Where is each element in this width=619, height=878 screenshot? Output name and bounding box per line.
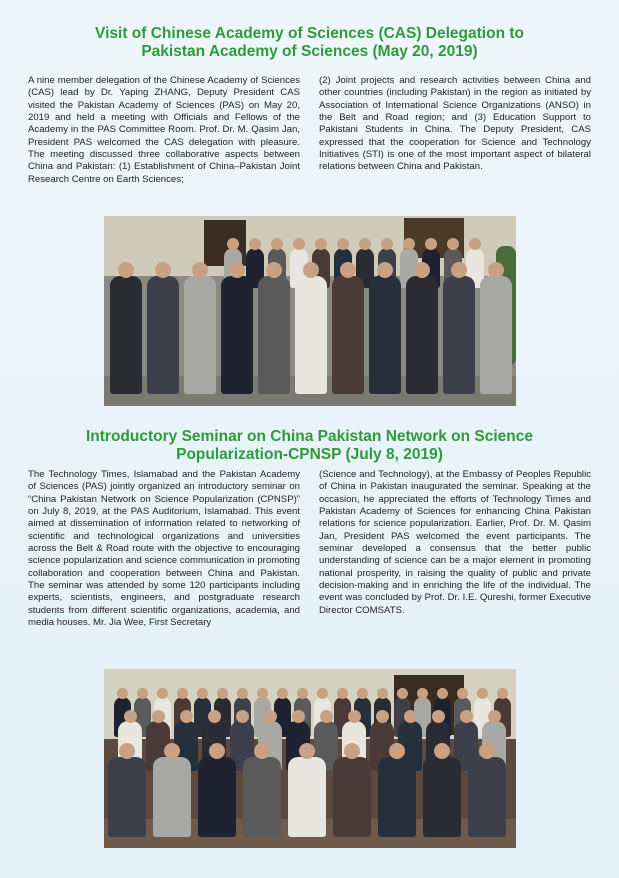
section2-title-line2: Popularization-CPNSP (July 8, 2019): [176, 446, 443, 463]
section2-column-right: (Science and Technology), at the Embassy of Peoples Republic of China in Pakistan inaugurated the seminar. Speaking at the occasion, he appreciated the efforts of Technology Times and Pakistan Academy of Sciences for enhancing China Pakistan relations for science popularization. Earlier, Prof. Dr. M. Qasim Jan, President PAS welcomed the event participants. The seminar developed a consensus that the better public understanding of science can be a major element in promoting national prosperity, in raising the quality of public and private decision-making and in enriching the life of the individual. The event was concluded by Prof. Dr. I.E. Qureshi, former Executive Director COMSATS.: [319, 469, 591, 616]
cas-delegation-group-photo: [104, 216, 516, 406]
section1-column-right: (2) Joint projects and research activities between China and other countries (including Pakistan) in the region as initiated by Association of International Science Organizations (ANSO) in the Belt and Road region; and (3) Education Support to Pakistani Students in China. The Deputy President, CAS expressed that the cooperation for Science and Technology Initiatives (STI) is one of the most important aspect of bilateral relations between China and Pakistan.: [319, 75, 591, 173]
section1-title-line1: Visit of Chinese Academy of Sciences (CAS) Delegation to: [95, 25, 524, 42]
section2-title-line1: Introductory Seminar on China Pakistan Network on Science: [85, 428, 534, 445]
section2-title: [20, 428, 599, 464]
section2-column-left: The Technology Times, Islamabad and the Pakistan Academy of Sciences (PAS) jointly organized an introductory seminar on “China Pakistan Network on Science Popularization (CPNSP)” on July 8, 2019, at the PAS Auditorium, Islamabad. This event aimed at dissemination of information related to networking of scientific and technological organizations and universities across the Belt & Road route with the objective to encouraging science popularization and science communication in promoting collaboration and cooperation between China and Pakistan. The seminar was attended by some 120 participants including experts, scientists, engineers, and postgraduate research students from different scientific organizations, academia, and media houses. Mr. Jia Wee, First Secretary: [28, 469, 300, 629]
section1-column-left: A nine member delegation of the Chinese Academy of Sciences (CAS) lead by Dr. Yaping ZHANG, Deputy President CAS visited the Pakistan Academy of Sciences (PAS) on May 20, 2019 and held a meeting with Officials and Fellows of the Academy in the PAS Committee Room. Prof. Dr. M. Qasim Jan, President PAS welcomed the CAS delegation with pleasure. The meeting discussed three collaborative aspects between China and Pakistan: (1) Establishment of China–Pakistan Joint Research Centre on Earth Sciences;: [28, 75, 300, 185]
section1-title: [20, 25, 599, 61]
cpnsp-seminar-group-photo: [104, 669, 516, 848]
section1-title-line2: Pakistan Academy of Sciences (May 20, 2019): [141, 43, 478, 60]
